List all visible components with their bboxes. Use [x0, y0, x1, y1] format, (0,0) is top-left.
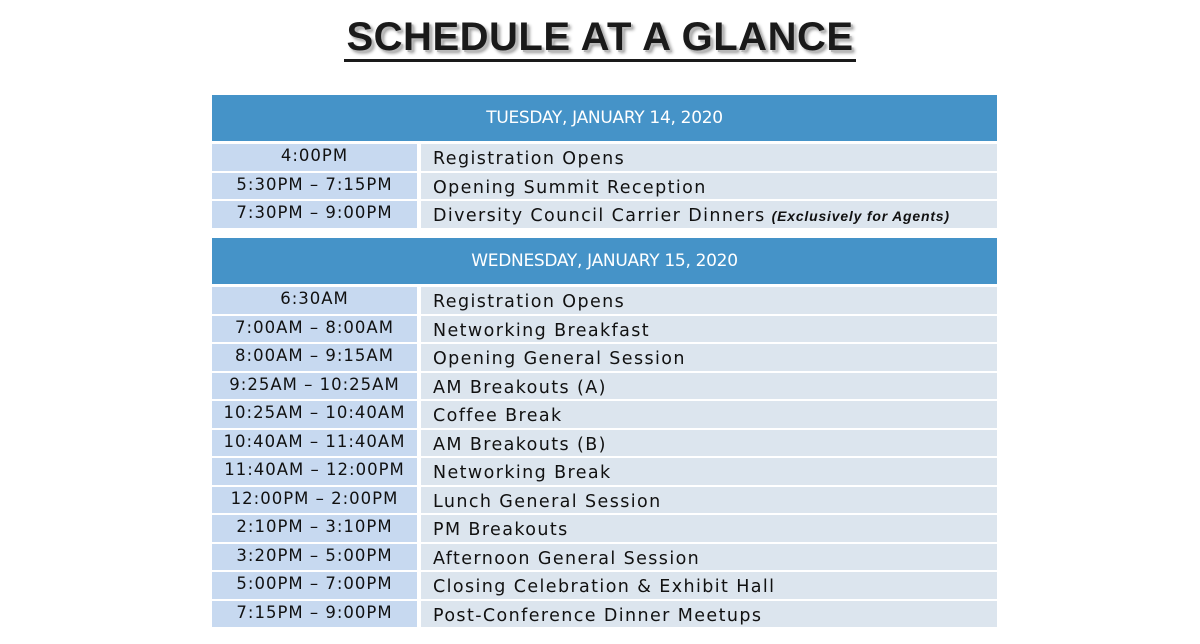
schedule-row: [212, 458, 997, 485]
event-cell: [421, 373, 997, 400]
event-cell: [421, 287, 997, 314]
schedule-rows: [212, 287, 997, 627]
time-cell: 7:30PM – 9:00PM: [212, 201, 417, 228]
schedule-rows: [212, 144, 997, 228]
event-cell: [421, 316, 997, 343]
event-label: Opening Summit Reception: [433, 177, 707, 198]
time-cell: 9:25AM – 10:25AM: [212, 373, 417, 400]
time-cell: 4:00PM: [212, 144, 417, 171]
day-section-tuesday: [212, 95, 997, 230]
event-label: PM Breakouts: [433, 520, 569, 540]
time-cell: 10:40AM – 11:40AM: [212, 430, 417, 457]
time-cell: 5:00PM – 7:00PM: [212, 572, 417, 599]
event-label: Diversity Council Carrier Dinners: [433, 206, 766, 226]
event-cell: [421, 572, 997, 599]
event-cell: [421, 344, 997, 371]
event-cell: [421, 430, 997, 457]
time-cell: 6:30AM: [212, 287, 417, 314]
time-cell: 5:30PM – 7:15PM: [212, 173, 417, 200]
schedule-row: [212, 201, 997, 228]
schedule-row: [212, 487, 997, 514]
event-cell: [421, 173, 997, 200]
event-label: Coffee Break: [433, 406, 563, 426]
event-label: Afternoon General Session: [433, 548, 701, 569]
schedule-row: [212, 373, 997, 400]
event-label: Lunch General Session: [433, 491, 662, 512]
event-cell: [421, 487, 997, 514]
time-cell: 7:00AM – 8:00AM: [212, 316, 417, 343]
event-label: Opening General Session: [433, 349, 686, 369]
schedule-row: [212, 430, 997, 457]
event-note: (Exclusively for Agents): [771, 208, 950, 224]
schedule-row: [212, 173, 997, 200]
event-cell: [421, 401, 997, 428]
event-label: Registration Opens: [433, 149, 626, 169]
day-header: WEDNESDAY, JANUARY 15, 2020: [212, 238, 997, 284]
schedule-row: [212, 601, 997, 628]
time-cell: 12:00PM – 2:00PM: [212, 487, 417, 514]
schedule-row: [212, 287, 997, 314]
event-label: AM Breakouts (B): [433, 434, 607, 455]
event-label: Networking Break: [433, 463, 612, 483]
event-cell: [421, 144, 997, 171]
event-cell: [421, 601, 997, 628]
event-label: Registration Opens: [433, 292, 626, 312]
schedule-row: [212, 401, 997, 428]
page-title-text: SCHEDULE AT A GLANCE: [344, 15, 855, 62]
day-header: TUESDAY, JANUARY 14, 2020: [212, 95, 997, 141]
event-cell: [421, 201, 997, 228]
time-cell: 7:15PM – 9:00PM: [212, 601, 417, 628]
event-cell: [421, 515, 997, 542]
event-label: Networking Breakfast: [433, 320, 650, 341]
page-title: [0, 12, 1200, 62]
day-section-wednesday: [212, 238, 997, 629]
schedule-row: [212, 515, 997, 542]
time-cell: 11:40AM – 12:00PM: [212, 458, 417, 485]
event-label: Post-Conference Dinner Meetups: [433, 605, 763, 626]
time-cell: 10:25AM – 10:40AM: [212, 401, 417, 428]
schedule-row: [212, 544, 997, 571]
time-cell: 2:10PM – 3:10PM: [212, 515, 417, 542]
event-label: AM Breakouts (A): [433, 377, 607, 398]
event-label: Closing Celebration & Exhibit Hall: [433, 577, 776, 597]
schedule-row: [212, 316, 997, 343]
event-cell: [421, 544, 997, 571]
schedule-row: [212, 144, 997, 171]
time-cell: 3:20PM – 5:00PM: [212, 544, 417, 571]
schedule-row: [212, 344, 997, 371]
schedule-row: [212, 572, 997, 599]
time-cell: 8:00AM – 9:15AM: [212, 344, 417, 371]
event-cell: [421, 458, 997, 485]
